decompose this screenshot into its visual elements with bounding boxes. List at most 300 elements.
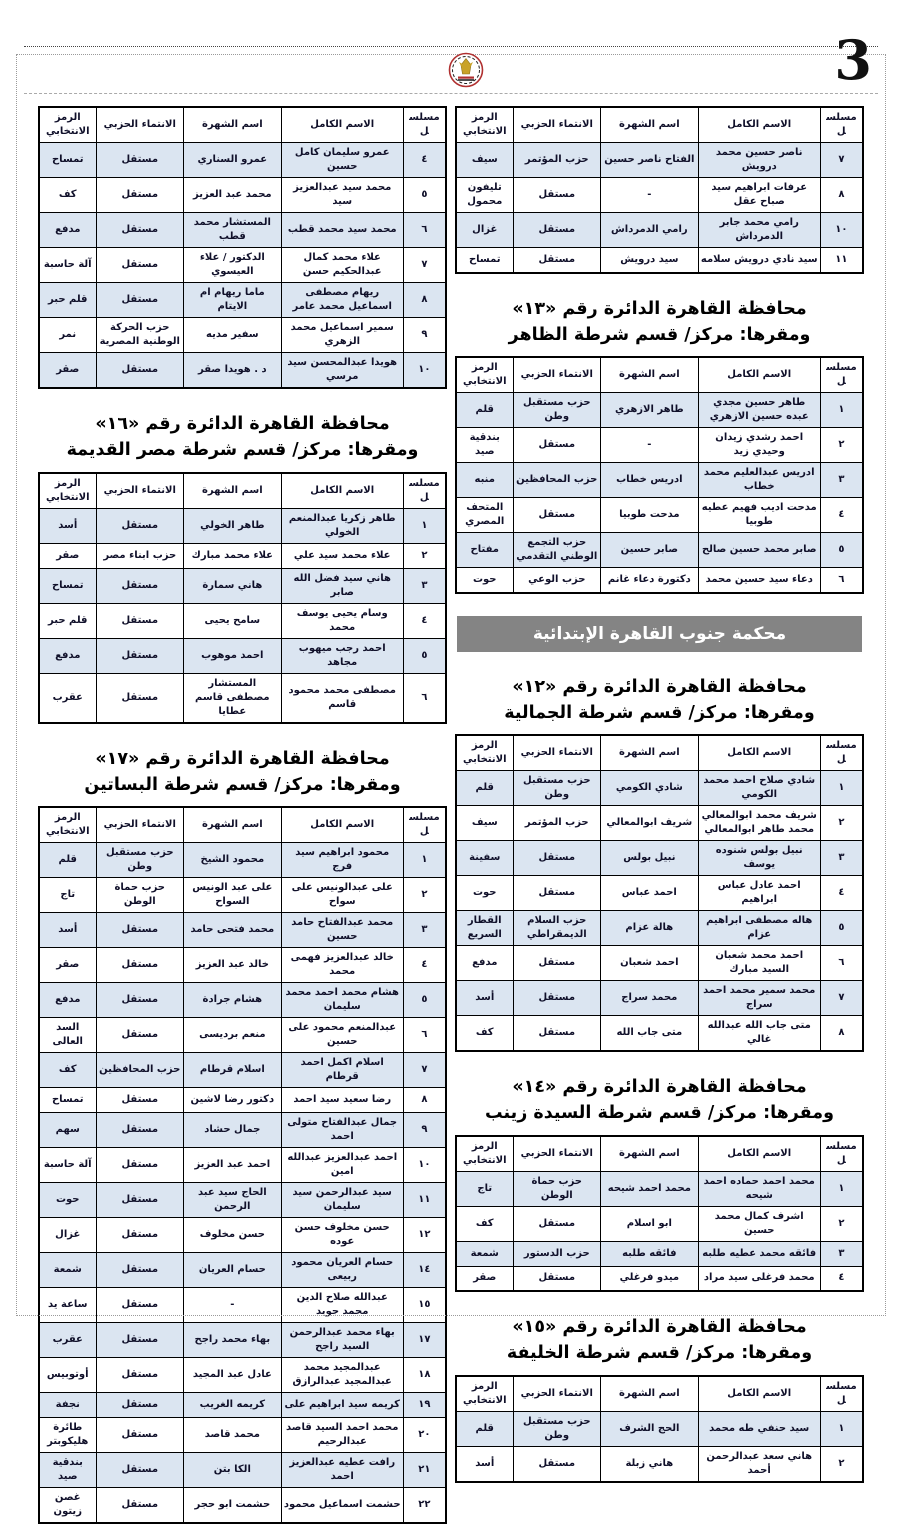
cell-symbol: قلم حبر: [39, 603, 96, 638]
cell-party: مستقل: [96, 673, 184, 723]
table-row: [456, 1241, 863, 1266]
table-row: [39, 1218, 446, 1253]
cell-symbol: كف: [39, 178, 96, 213]
cell-serial: ٩: [403, 1113, 446, 1148]
cell-symbol: نمر: [39, 318, 96, 353]
district-heading: [38, 411, 447, 464]
cell-symbol: غزال: [39, 1218, 96, 1253]
table-header-row: [39, 473, 446, 509]
cell-party: حزب المحافظين: [96, 1053, 184, 1088]
cell-alias: عمرو السناري: [184, 143, 282, 178]
cell-party: مستقل: [96, 1323, 184, 1358]
cell-symbol: ساعة يد: [39, 1288, 96, 1323]
cell-serial: ١٠: [820, 213, 863, 248]
cell-symbol: عقرب: [39, 673, 96, 723]
cell-serial: ٧: [820, 143, 863, 178]
table-row: [39, 283, 446, 318]
cell-full-name: احمد عادل عباس ابراهيم: [698, 876, 820, 911]
cell-full-name: محمد سمير محمد احمد سراج: [698, 981, 820, 1016]
table-row: [39, 1113, 446, 1148]
cell-full-name: مدحت اديب فهيم عطيه طوبيا: [698, 498, 820, 533]
district-heading: [455, 674, 864, 727]
cell-symbol: شمعة: [456, 1241, 513, 1266]
cell-alias: طاهر الازهري: [601, 393, 699, 428]
candidates-table: [38, 806, 447, 1524]
cell-full-name: عبدالله صلاح الدين محمد جويد: [281, 1288, 403, 1323]
cell-serial: ٨: [403, 283, 446, 318]
candidates-table: [455, 1135, 864, 1293]
cell-alias: محمد فتحى حامد: [184, 913, 282, 948]
table-row: [456, 806, 863, 841]
cell-serial: ١: [820, 1411, 863, 1446]
cell-party: حزب السلام الديمقراطي: [513, 911, 601, 946]
cell-symbol: كف: [456, 1016, 513, 1052]
cell-full-name: طاهر زكريا عبدالمنعم الخولي: [281, 508, 403, 543]
column-header: الانتماء الحزبي: [96, 107, 184, 143]
district-heading-line1: محافظة القاهرة الدائرة رقم «١٤»: [512, 1077, 807, 1097]
cell-serial: ٧: [403, 248, 446, 283]
cell-symbol: قلم حبر: [39, 283, 96, 318]
table-row: [456, 911, 863, 946]
column-header: اسم الشهرة: [601, 1376, 699, 1412]
cell-full-name: حشمت اسماعيل محمود: [281, 1488, 403, 1524]
column-left: [38, 102, 447, 1524]
cell-alias: على عبد الونيس السواح: [184, 878, 282, 913]
district-heading-line2: ومقرها: مركز/ قسم شرطة السيدة زينب: [485, 1103, 834, 1124]
cell-symbol: تمساح: [39, 1088, 96, 1113]
cell-symbol: سهم: [39, 1113, 96, 1148]
cell-serial: ٢: [820, 428, 863, 463]
cell-serial: ٩: [403, 318, 446, 353]
cell-full-name: محمود ابراهيم سيد فرج: [281, 843, 403, 878]
cell-serial: ٦: [820, 946, 863, 981]
column-header: الاسم الكامل: [281, 807, 403, 843]
cell-symbol: قلم: [456, 393, 513, 428]
cell-party: مستقل: [96, 983, 184, 1018]
cell-serial: ١٠: [403, 353, 446, 389]
cell-party: حزب مستقبل وطن: [513, 1411, 601, 1446]
table-row: [39, 1183, 446, 1218]
table-row: [39, 1358, 446, 1393]
cell-serial: ٧: [820, 981, 863, 1016]
cell-serial: ١: [403, 508, 446, 543]
cell-full-name: سيد نادي درويش سلامه: [698, 248, 820, 273]
cell-serial: ٥: [403, 638, 446, 673]
cell-alias: دكتورة دعاء غانم: [601, 568, 699, 593]
cell-serial: ٨: [820, 1016, 863, 1052]
column-header: اسم الشهرة: [184, 473, 282, 509]
candidates-table: [455, 734, 864, 1052]
column-header: مسلسل: [820, 357, 863, 393]
column-header: الرمز الانتخابي: [456, 1376, 513, 1412]
table-row: [39, 913, 446, 948]
district-heading-line1: محافظة القاهرة الدائرة رقم «١٧»: [95, 748, 390, 769]
cell-alias: الحج الشرف: [601, 1411, 699, 1446]
cell-serial: ٢٠: [403, 1418, 446, 1453]
table-row: [39, 1053, 446, 1088]
cell-full-name: وسام يحيى يوسف محمد: [281, 603, 403, 638]
cell-serial: ٥: [403, 983, 446, 1018]
table-row: [456, 248, 863, 273]
cell-symbol: عقرب: [39, 1323, 96, 1358]
cell-full-name: شريف محمد ابوالمعالي محمد طاهر ابوالمعالي: [698, 806, 820, 841]
cell-serial: ١: [820, 771, 863, 806]
cell-alias: ميدو فرغلي: [601, 1266, 699, 1291]
cell-alias: احمد شعبان: [601, 946, 699, 981]
cell-serial: ١: [820, 1171, 863, 1206]
cell-serial: ٤: [820, 876, 863, 911]
column-header: الرمز الانتخابي: [456, 735, 513, 771]
cell-full-name: سيد عبدالرحمن سيد سليمان: [281, 1183, 403, 1218]
column-header: اسم الشهرة: [601, 735, 699, 771]
table-row: [39, 1088, 446, 1113]
cell-symbol: بندقية صيد: [456, 428, 513, 463]
cell-alias: محمد احمد شيحه: [601, 1171, 699, 1206]
table-row: [456, 1016, 863, 1052]
cell-party: مستقل: [96, 1393, 184, 1418]
cell-full-name: متى جاب الله عبدالله غالي: [698, 1016, 820, 1052]
cell-full-name: حسام العريان محمود ربيعى: [281, 1253, 403, 1288]
table-row: [39, 568, 446, 603]
district-heading-line1: محافظة القاهرة الدائرة رقم «١٥»: [512, 1317, 807, 1337]
cell-serial: ٥: [403, 178, 446, 213]
cell-party: مستقل: [96, 1288, 184, 1323]
table-row: [39, 843, 446, 878]
cell-alias: مدحت طوبيا: [601, 498, 699, 533]
column-header: الرمز الانتخابي: [39, 107, 96, 143]
cell-alias: هاني زبلة: [601, 1446, 699, 1482]
cell-alias: -: [601, 428, 699, 463]
table-row: [456, 213, 863, 248]
table-row: [456, 143, 863, 178]
table-row: [456, 178, 863, 213]
column-header: الاسم الكامل: [281, 107, 403, 143]
candidates-table: [38, 106, 447, 389]
cell-serial: ٣: [820, 1241, 863, 1266]
cell-serial: ٦: [820, 568, 863, 593]
cell-symbol: سيف: [456, 806, 513, 841]
cell-serial: ٤: [403, 143, 446, 178]
cell-full-name: هاني سعد عبدالرحمن أحمد: [698, 1446, 820, 1482]
cell-full-name: رضا سعيد سيد احمد: [281, 1088, 403, 1113]
table-row: [39, 603, 446, 638]
cell-alias: محمود الشيخ: [184, 843, 282, 878]
cell-alias: رامي الدمرداش: [601, 213, 699, 248]
cell-symbol: حوت: [456, 568, 513, 593]
cell-party: حزب الوعي: [513, 568, 601, 593]
cell-party: حزب حماة الوطن: [96, 878, 184, 913]
cell-alias: منعم برديسى: [184, 1018, 282, 1053]
cell-symbol: مدفع: [456, 946, 513, 981]
cell-serial: ٢: [403, 543, 446, 568]
cell-party: حزب حماة الوطن: [513, 1171, 601, 1206]
table-row: [456, 1266, 863, 1291]
column-header: مسلسل: [820, 735, 863, 771]
cell-serial: ٢: [403, 878, 446, 913]
district-heading: [38, 746, 447, 799]
cell-party: مستقل: [96, 948, 184, 983]
cell-symbol: أسد: [39, 913, 96, 948]
cell-full-name: محمد احمد حماده احمد شيحه: [698, 1171, 820, 1206]
cell-serial: ٤: [820, 498, 863, 533]
cell-symbol: طائرة هليكوبتر: [39, 1418, 96, 1453]
cell-symbol: آلة حاسبة: [39, 248, 96, 283]
cell-full-name: ريهام مصطفى اسماعيل محمد عامر: [281, 283, 403, 318]
table-row: [456, 1446, 863, 1482]
candidates-table: [455, 106, 864, 274]
cell-alias: د . هويدا صقر: [184, 353, 282, 389]
cell-party: حزب المؤتمر: [513, 143, 601, 178]
district-heading-line1: محافظة القاهرة الدائرة رقم «١٣»: [512, 298, 807, 319]
court-banner: محكمة جنوب القاهرة الإبتدائية: [457, 616, 862, 652]
cell-alias: جمال حشاد: [184, 1113, 282, 1148]
cell-full-name: دعاء سيد حسين محمد: [698, 568, 820, 593]
cell-party: مستقل: [96, 1148, 184, 1183]
cell-party: مستقل: [96, 213, 184, 248]
cell-full-name: سيد حنفي طه محمد: [698, 1411, 820, 1446]
cell-alias: كريمه الغريب: [184, 1393, 282, 1418]
column-header: الاسم الكامل: [698, 107, 820, 143]
cell-serial: ١: [403, 843, 446, 878]
cell-symbol: تمساح: [456, 248, 513, 273]
cell-full-name: جمال عبدالفتاح متولى احمد: [281, 1113, 403, 1148]
cell-full-name: مصطفى محمد محمود قاسم: [281, 673, 403, 723]
cell-alias: عادل عبد المجيد: [184, 1358, 282, 1393]
cell-serial: ٨: [403, 1088, 446, 1113]
cell-party: مستقل: [513, 248, 601, 273]
column-header: الانتماء الحزبي: [513, 1376, 601, 1412]
cell-party: مستقل: [513, 946, 601, 981]
district-heading-line2: ومقرها: مركز/ قسم شرطة الظاهر: [508, 324, 811, 345]
cell-symbol: صقر: [39, 543, 96, 568]
table-row: [456, 428, 863, 463]
cell-symbol: المتحف المصري: [456, 498, 513, 533]
table-row: [456, 771, 863, 806]
cell-symbol: تاج: [39, 878, 96, 913]
cell-full-name: هشام محمد احمد محمد سليمان: [281, 983, 403, 1018]
table-row: [39, 543, 446, 568]
cell-party: مستقل: [513, 1446, 601, 1482]
cell-serial: ٢: [820, 1446, 863, 1482]
cell-serial: ٣: [403, 913, 446, 948]
cell-symbol: تليفون محمول: [456, 178, 513, 213]
cell-party: مستقل: [96, 568, 184, 603]
cell-alias: اسلام قرطام: [184, 1053, 282, 1088]
table-row: [39, 948, 446, 983]
cell-symbol: قلم: [456, 1411, 513, 1446]
cell-serial: ١١: [820, 248, 863, 273]
district-heading-line1: محافظة القاهرة الدائرة رقم «١٦»: [95, 414, 390, 434]
cell-serial: ١٥: [403, 1288, 446, 1323]
cell-full-name: محمد فرغلى سيد مراد: [698, 1266, 820, 1291]
cell-alias: شريف ابوالمعالي: [601, 806, 699, 841]
cell-party: مستقل: [96, 1453, 184, 1488]
cell-serial: ١٨: [403, 1358, 446, 1393]
cell-alias: محمد عبد العزيز: [184, 178, 282, 213]
cell-full-name: احمد عبدالعزيز عبدالله امين: [281, 1148, 403, 1183]
cell-party: مستقل: [96, 1088, 184, 1113]
cell-symbol: منبه: [456, 463, 513, 498]
cell-party: مستقل: [96, 638, 184, 673]
cell-symbol: أوتوبيس: [39, 1358, 96, 1393]
cell-alias: ماما ريهام ام الايتام: [184, 283, 282, 318]
cell-full-name: احمد رجب ميهوب مجاهد: [281, 638, 403, 673]
column-header: الانتماء الحزبي: [96, 473, 184, 509]
table-header-row: [456, 735, 863, 771]
cell-serial: ٢: [820, 1206, 863, 1241]
district-heading-line2: ومقرها: مركز/ قسم شرطة البساتين: [84, 774, 401, 795]
table-row: [456, 1206, 863, 1241]
cell-symbol: غصن زيتون: [39, 1488, 96, 1524]
cell-symbol: غزال: [456, 213, 513, 248]
cell-symbol: مدفع: [39, 213, 96, 248]
cell-party: مستقل: [96, 1018, 184, 1053]
cell-serial: ١٠: [403, 1148, 446, 1183]
cell-symbol: مدفع: [39, 983, 96, 1018]
cell-party: مستقل: [96, 1358, 184, 1393]
table-row: [39, 1453, 446, 1488]
cell-alias: احمد عباس: [601, 876, 699, 911]
table-header-row: [39, 107, 446, 143]
cell-serial: ١٧: [403, 1323, 446, 1358]
column-header: الاسم الكامل: [281, 473, 403, 509]
cell-full-name: محمد سيد عبدالعزيز سيد: [281, 178, 403, 213]
cell-full-name: هاله مصطفى ابراهيم عزام: [698, 911, 820, 946]
cell-alias: ادريس خطاب: [601, 463, 699, 498]
cell-serial: ٦: [403, 673, 446, 723]
column-header: الانتماء الحزبي: [513, 735, 601, 771]
cell-party: مستقل: [96, 508, 184, 543]
cell-full-name: عبدالمنعم محمود على حسين: [281, 1018, 403, 1053]
cell-alias: هشام جرادة: [184, 983, 282, 1018]
cell-alias: متى جاب الله: [601, 1016, 699, 1052]
cell-party: مستقل: [96, 603, 184, 638]
district-heading: [455, 296, 864, 349]
cell-serial: ٢١: [403, 1453, 446, 1488]
cell-alias: ابو اسلام: [601, 1206, 699, 1241]
cell-party: حزب الدستور: [513, 1241, 601, 1266]
column-header: الانتماء الحزبي: [513, 357, 601, 393]
cell-symbol: صقر: [456, 1266, 513, 1291]
cell-symbol: مدفع: [39, 638, 96, 673]
cell-alias: هالة عزام: [601, 911, 699, 946]
cell-full-name: شادي صلاح احمد محمد الكومي: [698, 771, 820, 806]
column-header: مسلسل: [403, 807, 446, 843]
column-header: اسم الشهرة: [184, 107, 282, 143]
cell-party: مستقل: [513, 876, 601, 911]
cell-symbol: قلم: [39, 843, 96, 878]
cell-symbol: حوت: [456, 876, 513, 911]
table-row: [39, 353, 446, 389]
cell-party: حزب مستقبل وطن: [513, 771, 601, 806]
cell-alias: علاء محمد مبارك: [184, 543, 282, 568]
table-row: [39, 1393, 446, 1418]
cell-symbol: أسد: [456, 981, 513, 1016]
cell-party: مستقل: [96, 1488, 184, 1524]
cell-alias: احمد موهوب: [184, 638, 282, 673]
table-row: [456, 1411, 863, 1446]
table-row: [39, 1418, 446, 1453]
cell-alias: الدكتور / علاء العيسوي: [184, 248, 282, 283]
cell-symbol: سفينة: [456, 841, 513, 876]
cell-symbol: القطار السريع: [456, 911, 513, 946]
cell-full-name: محمد سيد محمد قطب: [281, 213, 403, 248]
cell-serial: ٦: [403, 213, 446, 248]
cell-serial: ٤: [820, 1266, 863, 1291]
cell-serial: ٢٢: [403, 1488, 446, 1524]
table-row: [456, 981, 863, 1016]
table-row: [456, 1171, 863, 1206]
cell-symbol: آلة حاسبة: [39, 1148, 96, 1183]
cell-full-name: رامي محمد جابر الدمرداش: [698, 213, 820, 248]
table-row: [39, 638, 446, 673]
page-number: 3: [834, 28, 872, 92]
table-header-row: [456, 1376, 863, 1412]
cell-party: مستقل: [96, 283, 184, 318]
table-header-row: [456, 107, 863, 143]
cell-serial: ٥: [820, 911, 863, 946]
table-header-row: [456, 1136, 863, 1172]
cell-alias: الكا بتن: [184, 1453, 282, 1488]
cell-symbol: كف: [39, 1053, 96, 1088]
cell-party: مستقل: [513, 1266, 601, 1291]
table-row: [39, 1488, 446, 1524]
cell-full-name: نبيل بولس شنوده يوسف: [698, 841, 820, 876]
column-header: مسلسل: [403, 107, 446, 143]
cell-full-name: طاهر حسين مجدي عبده حسين الازهري: [698, 393, 820, 428]
table-row: [39, 983, 446, 1018]
column-header: الرمز الانتخابي: [456, 357, 513, 393]
cell-party: مستقل: [96, 913, 184, 948]
cell-alias: الفتاح ناصر حسين: [601, 143, 699, 178]
candidates-table: [455, 1375, 864, 1483]
cell-serial: ١٢: [403, 1218, 446, 1253]
cell-alias: فائقه طلبه: [601, 1241, 699, 1266]
cell-party: مستقل: [96, 1113, 184, 1148]
table-row: [456, 533, 863, 568]
candidates-table: [455, 356, 864, 594]
cell-full-name: صابر محمد حسين صالح: [698, 533, 820, 568]
table-row: [456, 841, 863, 876]
cell-alias: بهاء محمد راجح: [184, 1323, 282, 1358]
cell-alias: حشمت ابو حجر: [184, 1488, 282, 1524]
candidates-table: [38, 472, 447, 724]
table-row: [456, 463, 863, 498]
table-row: [39, 143, 446, 178]
column-header: مسلسل: [820, 1136, 863, 1172]
cell-serial: ١١: [403, 1183, 446, 1218]
cell-full-name: حسن مخلوف حسن عوده: [281, 1218, 403, 1253]
cell-alias: شادي الكومي: [601, 771, 699, 806]
cell-full-name: ادريس عبدالعليم محمد خطاب: [698, 463, 820, 498]
cell-party: مستقل: [96, 248, 184, 283]
table-row: [39, 878, 446, 913]
newspaper-emblem-icon: [448, 52, 484, 88]
column-header: الانتماء الحزبي: [513, 1136, 601, 1172]
cell-party: مستقل: [96, 353, 184, 389]
cell-full-name: اسلام اكمل احمد قرطام: [281, 1053, 403, 1088]
cell-symbol: بندقية صيد: [39, 1453, 96, 1488]
cell-full-name: فائقه محمد عطيه طلبه: [698, 1241, 820, 1266]
cell-alias: صابر حسين: [601, 533, 699, 568]
district-heading-line2: ومقرها: مركز/ قسم شرطة الجمالية: [504, 702, 815, 723]
cell-symbol: صقر: [39, 353, 96, 389]
cell-party: مستقل: [513, 178, 601, 213]
cell-party: حزب مستقبل وطن: [96, 843, 184, 878]
column-header: مسلسل: [820, 107, 863, 143]
cell-party: مستقل: [96, 1218, 184, 1253]
table-row: [456, 568, 863, 593]
